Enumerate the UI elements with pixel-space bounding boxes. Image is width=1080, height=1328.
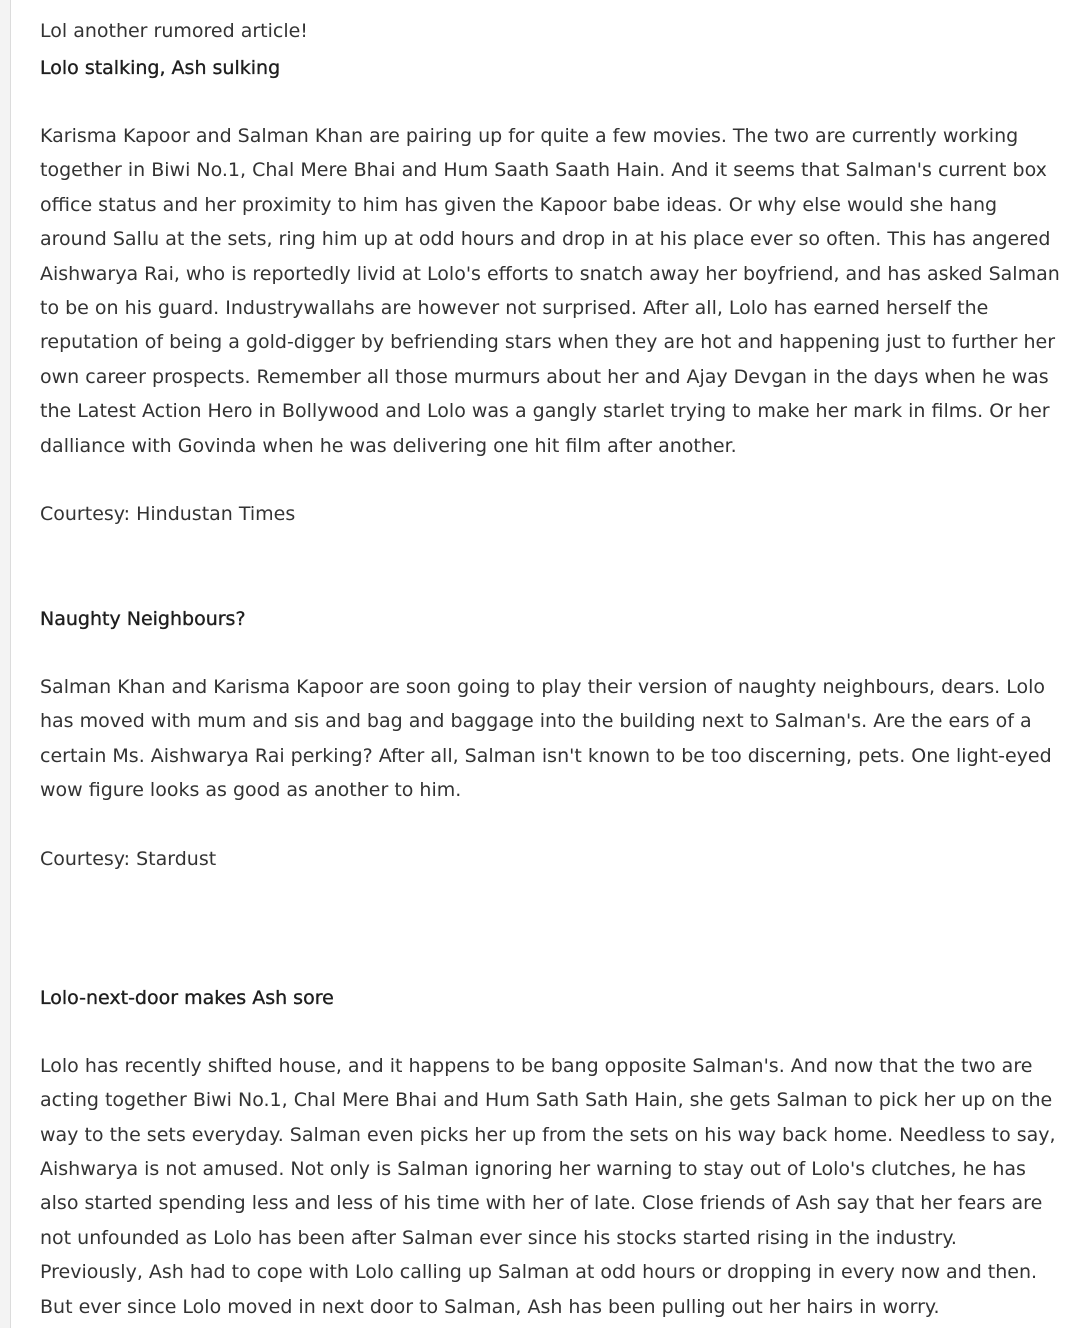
page-left-edge xyxy=(0,0,11,1328)
article-2-body: Salman Khan and Karisma Kapoor are soon going to play their version of naughty neighbours, dears. Lolo has moved with mum and sis and bag and baggage into the building next to Salman's. Are the ears of a certain Ms. Aishwarya Rai perking? After all, Salman isn't known to be too discerning, pets. One light-eyed wow figure looks as good as another to him. xyxy=(40,676,1052,802)
intro-text: Lol another rumored article! xyxy=(40,20,308,42)
article-2-courtesy: Courtesy: Stardust xyxy=(40,847,217,870)
post-content xyxy=(40,14,1060,1324)
article-3-headline: Lolo-next-door makes Ash sore xyxy=(40,986,334,1009)
article-1-courtesy: Courtesy: Hindustan Times xyxy=(40,503,296,526)
article-2-headline: Naughty Neighbours? xyxy=(40,608,246,631)
article-1-body: Karisma Kapoor and Salman Khan are pairing up for quite a few movies. The two are currently working together in Biwi No.1, Chal Mere Bhai and Hum Saath Saath Hain. And it seems that Salman's current box office status and her proximity to him has given the Kapoor babe ideas. Or why else would she hang around Sallu at the sets, ring him up at odd hours and drop in at his place ever so often. This has angered Aishwarya Rai, who is reportedly livid at Lolo's efforts to snatch away her boyfriend, and has asked Salman to be on his guard. Industrywallahs are however not surprised. After all, Lolo has earned herself the reputation of being a gold-digger by befriending stars when they are hot and happening just to further her own career prospects. Remember all those murmurs about her and Ajay Devgan in the days when he was the Latest Action Hero in Bollywood and Lolo was a gangly starlet trying to make her mark in films. Or her dalliance with Govinda when he was delivering one hit film after another. xyxy=(40,125,1060,457)
article-2 xyxy=(40,602,1060,876)
article-1 xyxy=(40,51,1060,531)
article-3 xyxy=(40,981,1060,1324)
article-3-body: Lolo has recently shifted house, and it happens to be bang opposite Salman's. And now that the two are acting together Biwi No.1, Chal Mere Bhai and Hum Sath Sath Hain, she gets Salman to pick her up on the way to the sets everyday. Salman even picks her up from the sets on his way back home. Needless to say, Aishwarya is not amused. Not only is Salman ignoring her warning to stay out of Lolo's clutches, he has also started spending less and less of his time with her of late. Close friends of Ash say that her fears are not unfounded as Lolo has been after Salman ever since his stocks started rising in the industry. Previously, Ash had to cope with Lolo calling up Salman at odd hours or dropping in every now and then. But ever since Lolo moved in next door to Salman, Ash has been pulling out her hairs in worry. xyxy=(40,1054,1056,1318)
article-1-headline: Lolo stalking, Ash sulking xyxy=(40,57,281,79)
